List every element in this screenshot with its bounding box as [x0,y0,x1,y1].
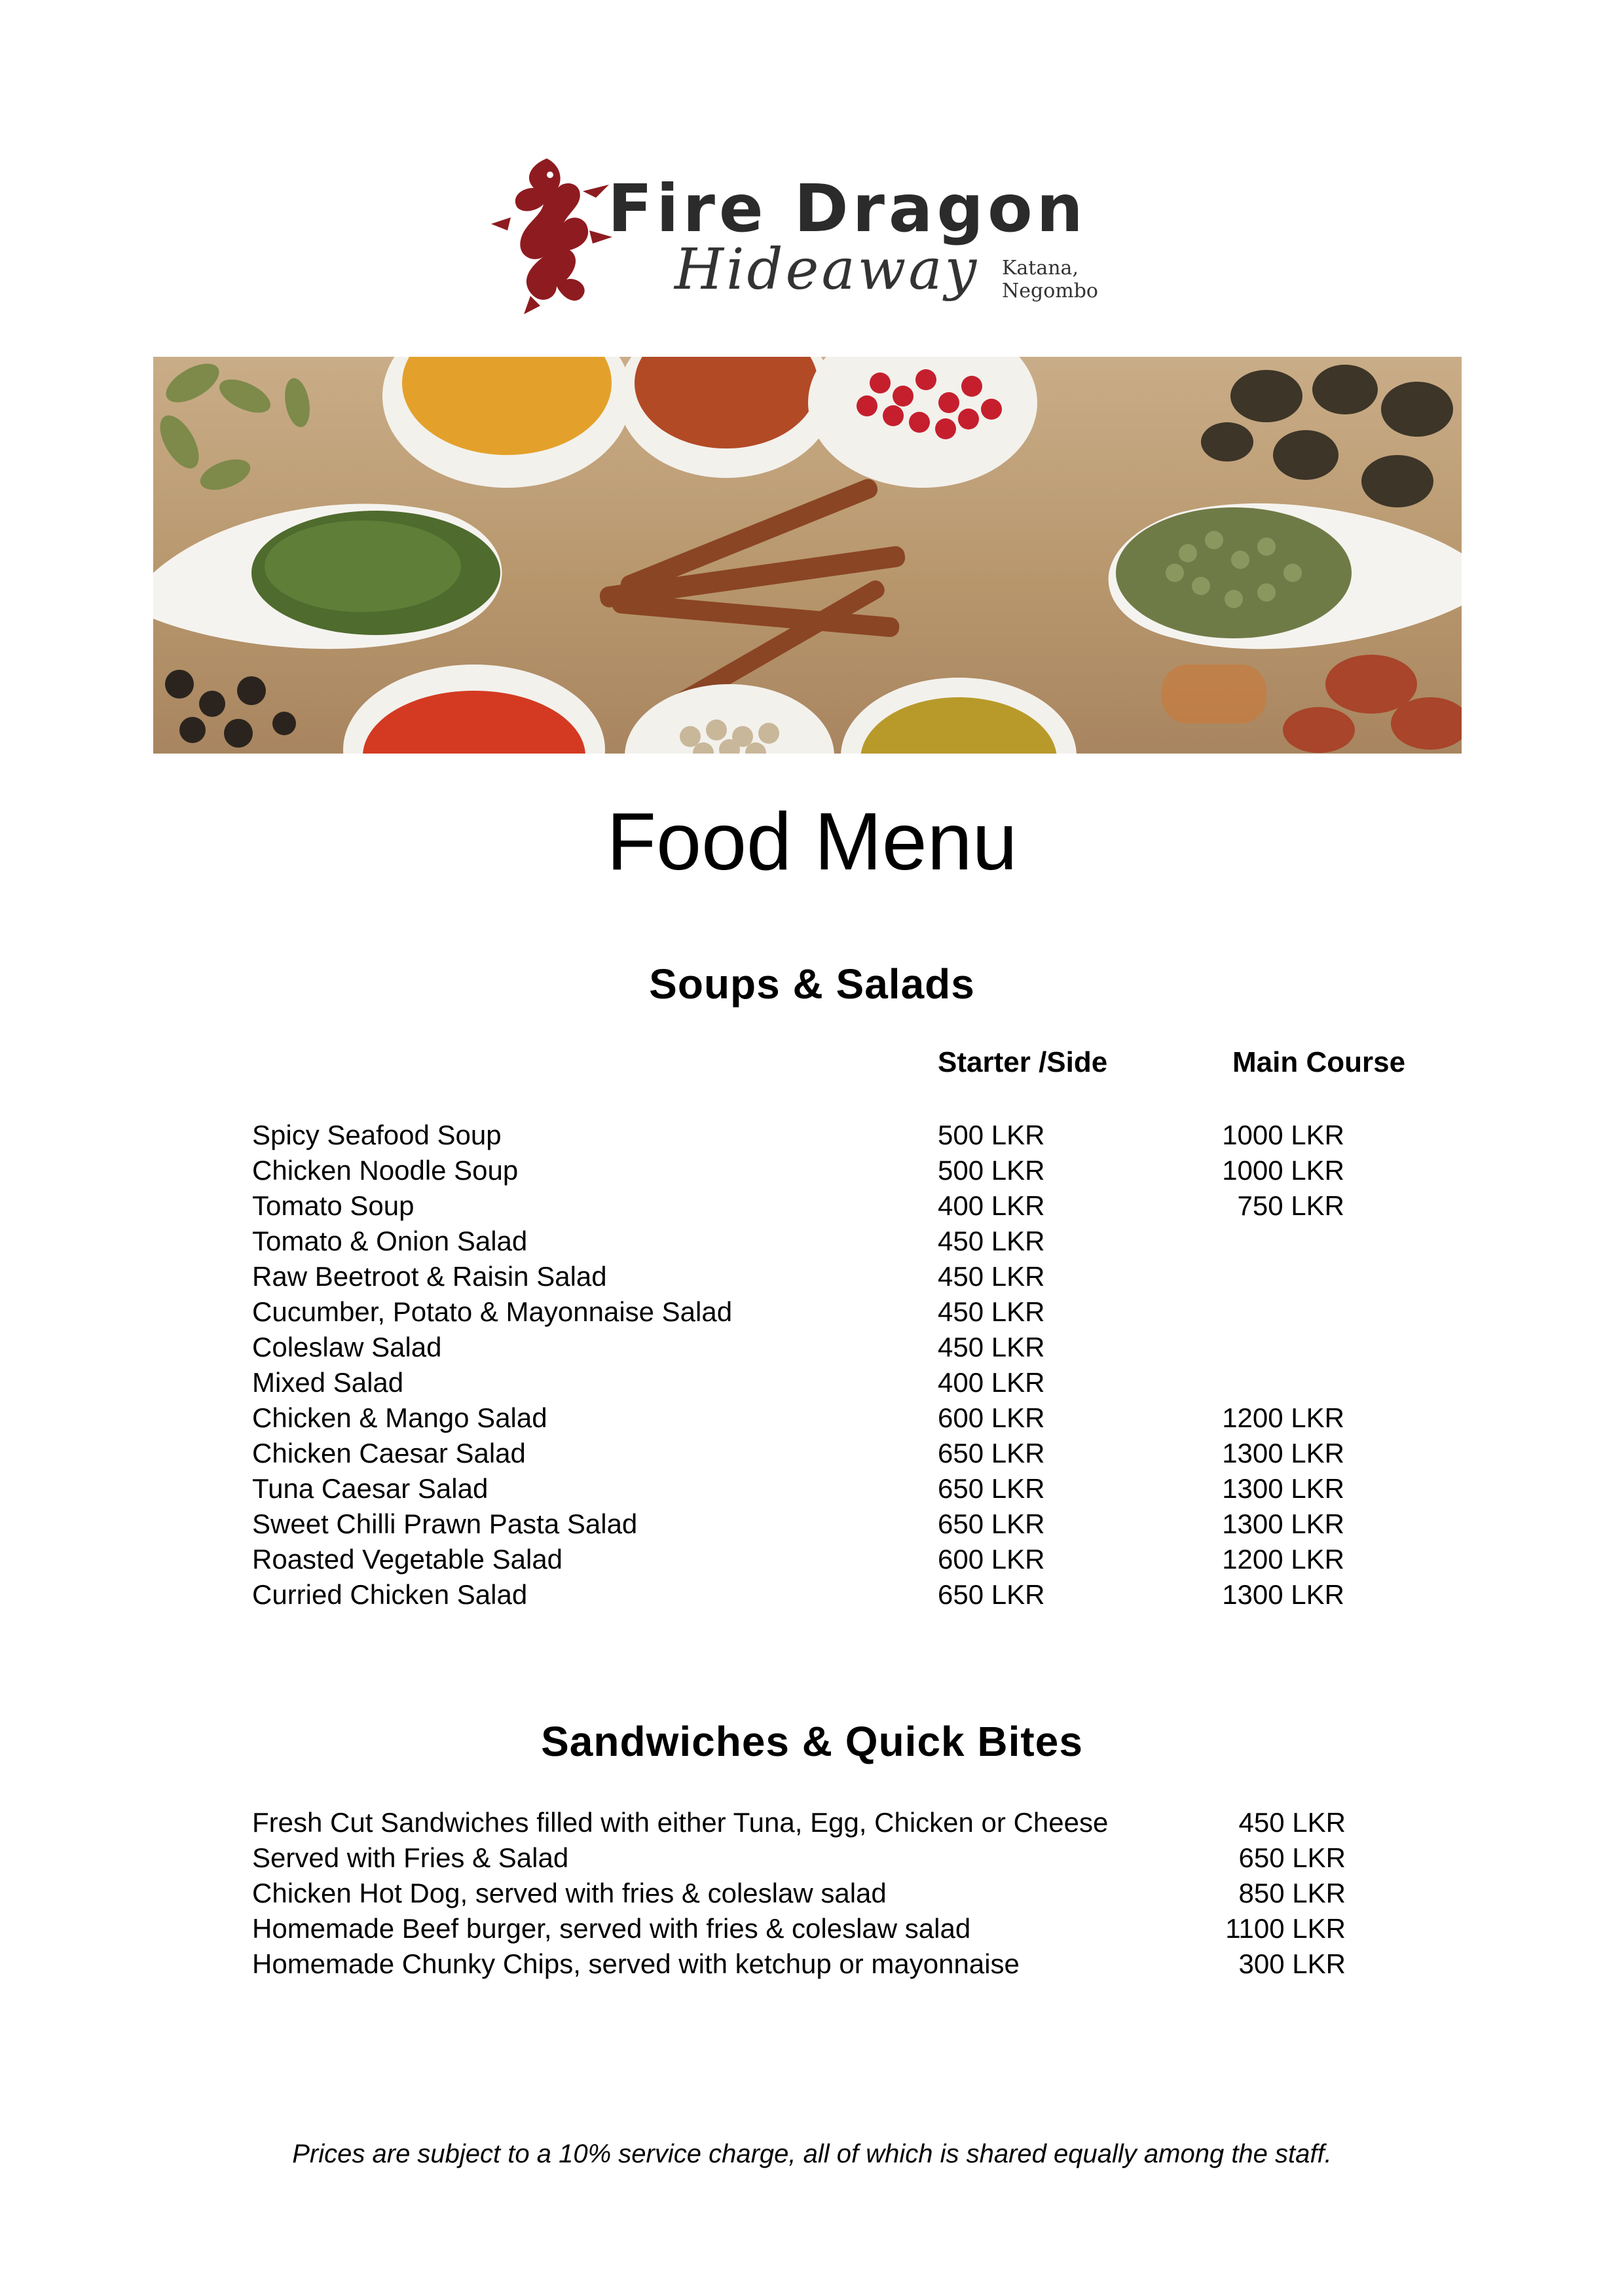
brand-location: Katana, Negombo [1002,257,1098,302]
starter-price: 450 LKR [938,1226,1045,1256]
starter-price: 500 LKR [938,1155,1045,1186]
section-title-sandwiches: Sandwiches & Quick Bites [541,1718,1083,1765]
menu-row [252,1542,1464,1577]
starter-price: 650 LKR [938,1473,1045,1504]
item-name: Tuna Caesar Salad [252,1473,489,1504]
item-name: Tomato & Onion Salad [252,1226,528,1256]
starter-price: 400 LKR [938,1367,1045,1398]
starter-price: 450 LKR [938,1296,1045,1327]
item-name: Homemade Beef burger, served with fries & coleslaw salad [252,1913,971,1944]
soups-salads-list [252,1118,1464,1613]
item-name: Chicken Hot Dog, served with fries & coleslaw salad [252,1878,887,1908]
menu-row [252,1330,1464,1365]
menu-row [252,1911,1464,1946]
item-name: Chicken Caesar Salad [252,1438,526,1468]
item-price: 1100 LKR [1225,1913,1346,1944]
item-price: 650 LKR [1238,1842,1346,1873]
menu-row [252,1876,1464,1911]
menu-row [252,1840,1464,1876]
starter-price: 650 LKR [938,1579,1045,1610]
starter-price: 450 LKR [938,1261,1045,1292]
brand-tagline: Hideaway [674,237,980,302]
item-name: Cucumber, Potato & Mayonnaise Salad [252,1296,733,1327]
starter-price: 450 LKR [938,1332,1045,1362]
starter-price: 400 LKR [938,1190,1045,1221]
brand-second: Dragon [794,170,1087,247]
starter-price: 600 LKR [938,1544,1045,1575]
item-name: Raw Beetroot & Raisin Salad [252,1261,607,1292]
menu-row [252,1118,1464,1153]
brand-first: Fire [608,170,767,247]
item-name: Tomato Soup [252,1190,415,1221]
main-price: 1300 LKR [1222,1508,1344,1539]
item-price: 850 LKR [1238,1878,1346,1908]
main-price: 1200 LKR [1222,1402,1344,1433]
item-name: Fresh Cut Sandwiches filled with either Tuna, Egg, Chicken or Cheese [252,1807,1109,1838]
page-title: Food Menu [606,797,1018,887]
brand-name [608,170,1087,247]
item-name: Chicken & Mango Salad [252,1402,547,1433]
main-price: 750 LKR [1237,1190,1344,1221]
starter-price: 650 LKR [938,1508,1045,1539]
starter-price: 600 LKR [938,1402,1045,1433]
spice-bowls-image [153,357,1462,754]
main-price: 1000 LKR [1222,1155,1344,1186]
main-price: 1200 LKR [1222,1544,1344,1575]
menu-row [252,1259,1464,1294]
main-price: 1000 LKR [1222,1120,1344,1150]
menu-row [252,1365,1464,1400]
menu-row [252,1506,1464,1542]
menu-row [252,1153,1464,1188]
menu-row [252,1577,1464,1613]
spice-banner-image [153,357,1462,754]
menu-row [252,1294,1464,1330]
sandwiches-list [252,1805,1464,1982]
section-title-soups: Soups & Salads [649,960,975,1008]
menu-row [252,1471,1464,1506]
menu-row [252,1224,1464,1259]
item-name: Roasted Vegetable Salad [252,1544,563,1575]
item-name: Coleslaw Salad [252,1332,442,1362]
menu-row [252,1946,1464,1982]
item-price: 450 LKR [1238,1807,1346,1838]
item-name: Spicy Seafood Soup [252,1120,502,1150]
menu-row [252,1436,1464,1471]
starter-price: 500 LKR [938,1120,1045,1150]
starter-price: 650 LKR [938,1438,1045,1468]
service-charge-note: Prices are subject to a 10% service charge, all of which is shared equally among the staff. [292,2140,1332,2168]
column-header-main: Main Course [1232,1046,1406,1078]
item-name: Sweet Chilli Prawn Pasta Salad [252,1508,638,1539]
item-price: 300 LKR [1238,1948,1346,1979]
menu-row [252,1400,1464,1436]
item-name: Curried Chicken Salad [252,1579,528,1610]
item-name: Mixed Salad [252,1367,404,1398]
main-price: 1300 LKR [1222,1438,1344,1468]
logo [485,152,1179,316]
main-price: 1300 LKR [1222,1473,1344,1504]
column-header-starter: Starter /Side [938,1046,1108,1078]
dragon-icon [485,152,616,316]
item-name: Homemade Chunky Chips, served with ketchup or mayonnaise [252,1948,1020,1979]
item-name: Served with Fries & Salad [252,1842,569,1873]
main-price: 1300 LKR [1222,1579,1344,1610]
item-name: Chicken Noodle Soup [252,1155,519,1186]
menu-row [252,1188,1464,1224]
menu-row [252,1805,1464,1840]
